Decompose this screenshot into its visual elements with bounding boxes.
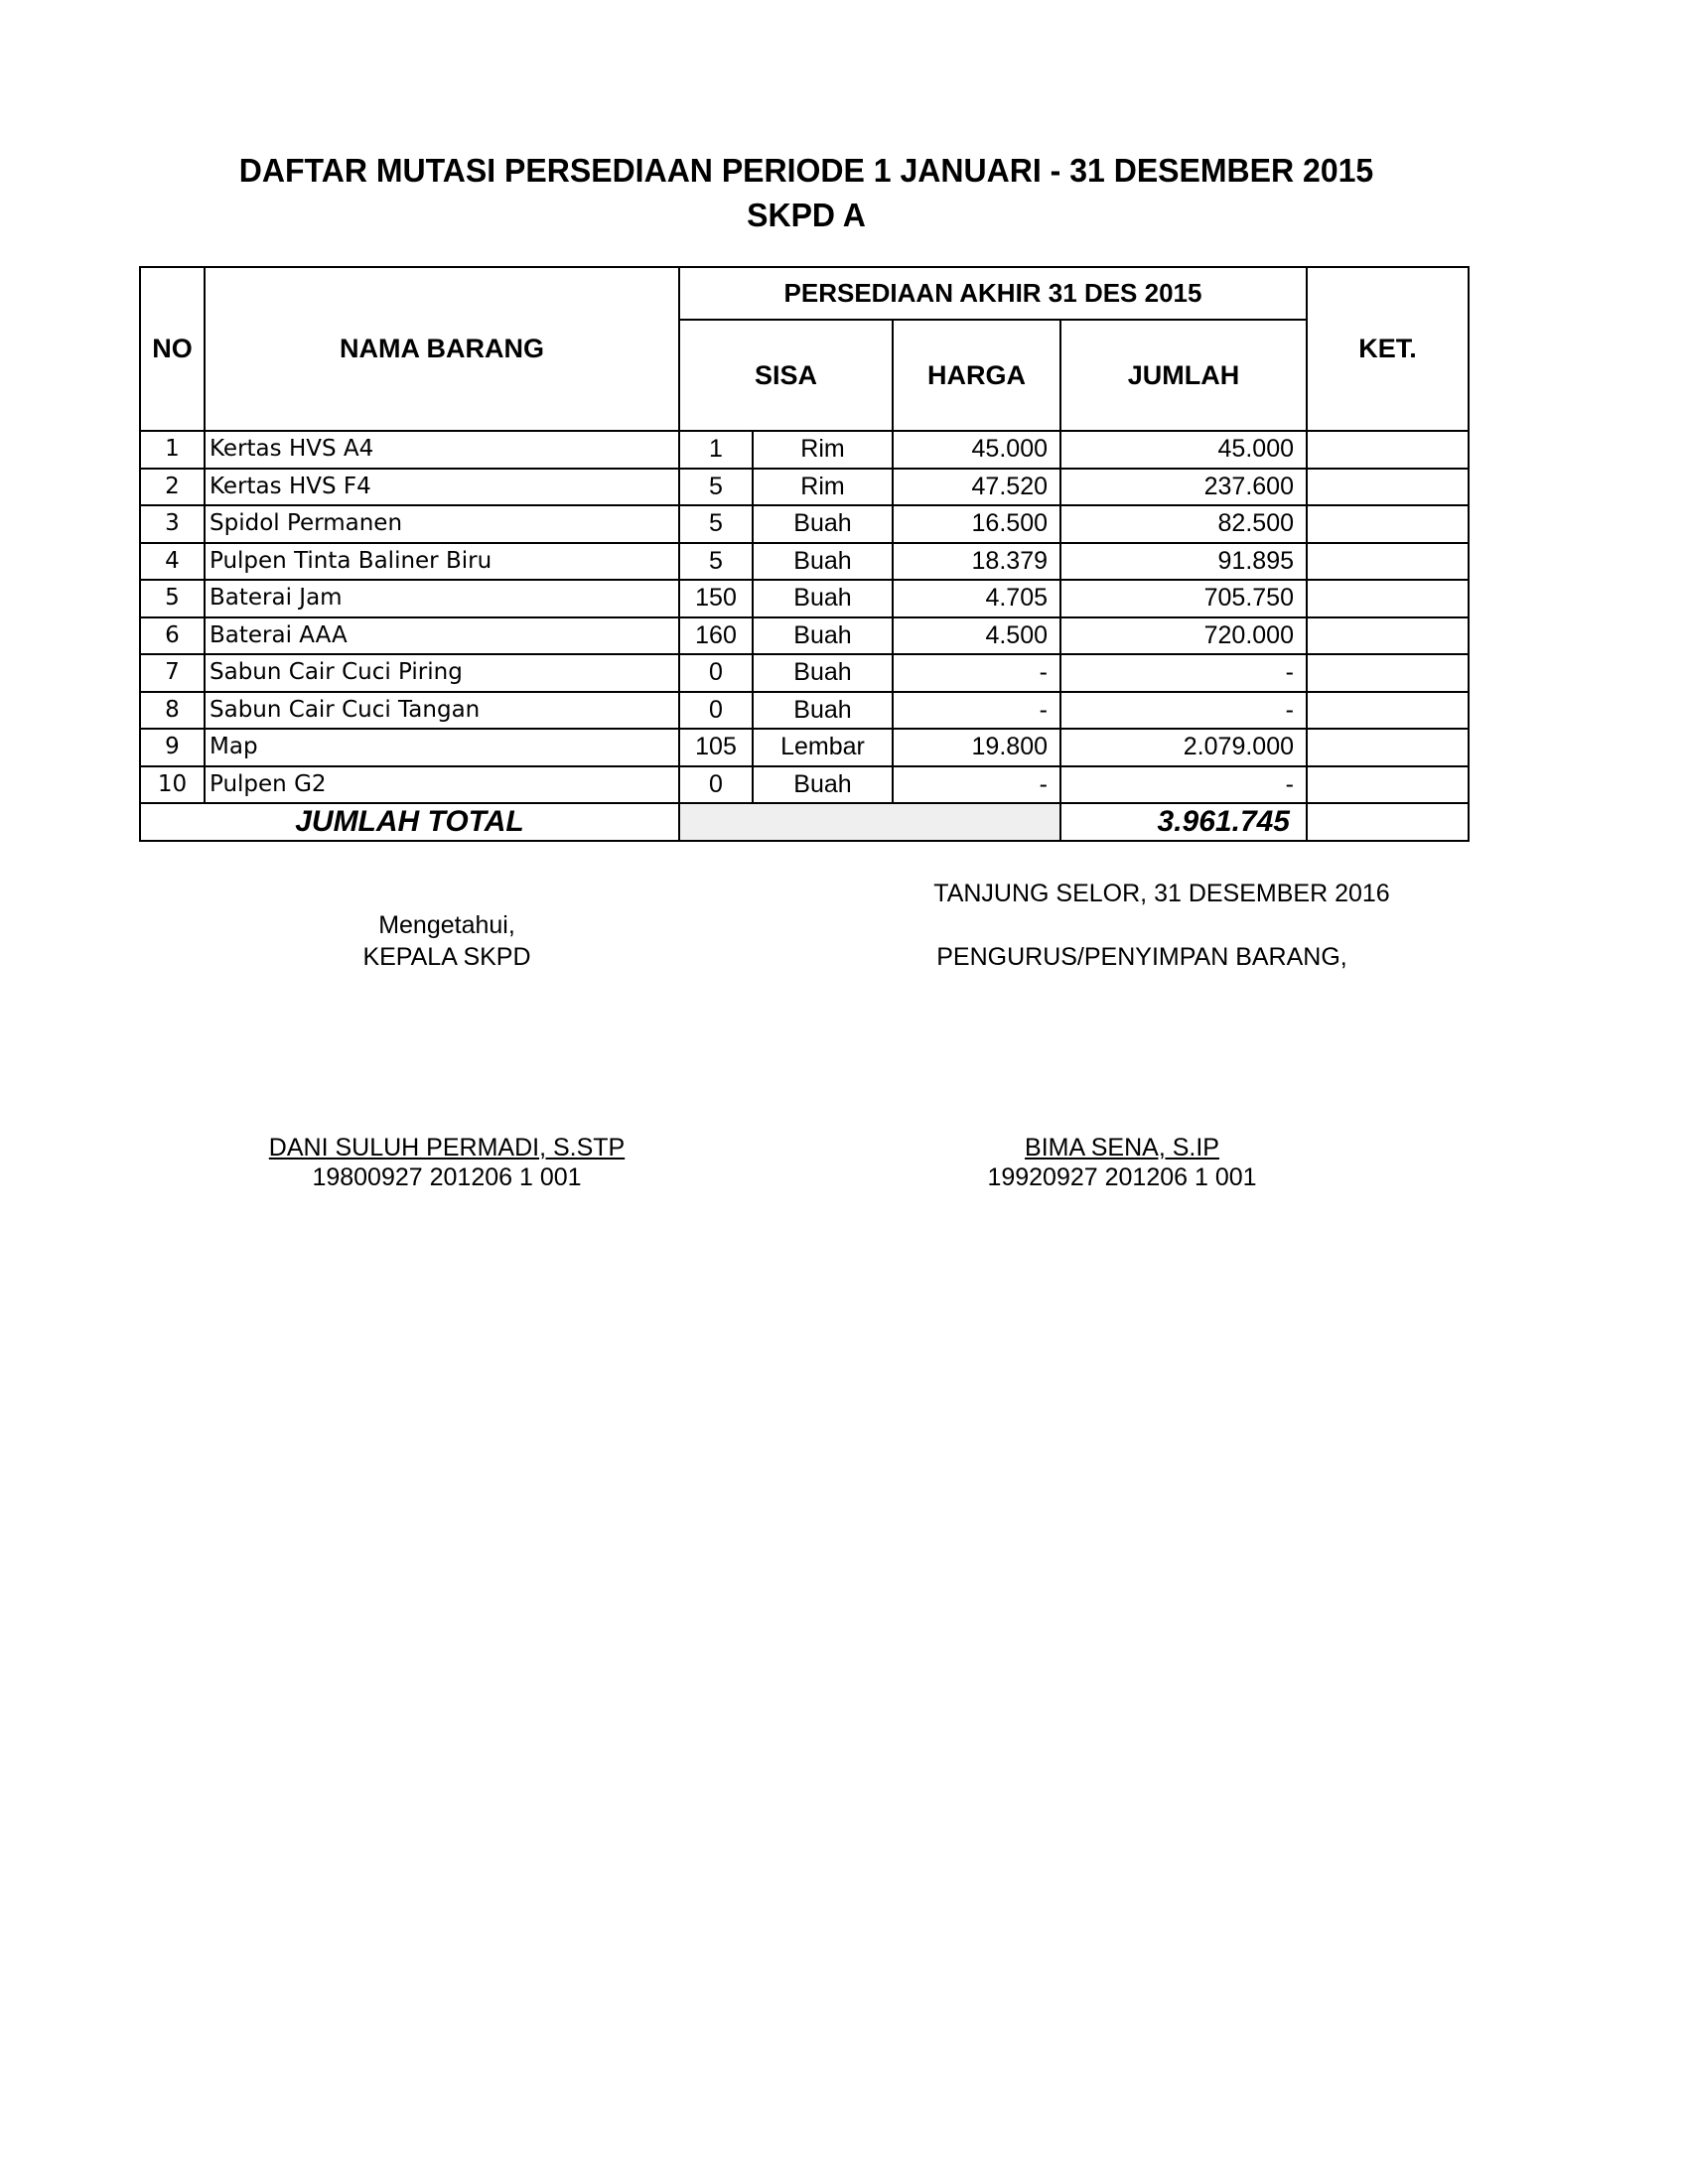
row-ket [1307,543,1469,581]
row-jumlah: 705.750 [1060,580,1307,617]
header-ket: KET. [1307,267,1469,431]
right-signatory-name: BIMA SENA, S.IP [1025,1134,1219,1161]
row-qty: 5 [679,543,753,581]
header-persediaan-akhir: PERSEDIAAN AKHIR 31 DES 2015 [679,267,1307,320]
row-ket [1307,729,1469,766]
row-harga: 18.379 [893,543,1060,581]
header-jumlah: JUMLAH [1060,320,1307,431]
row-qty: 5 [679,505,753,543]
row-harga: - [893,654,1060,692]
row-jumlah: 45.000 [1060,431,1307,469]
left-signature-line1: Mengetahui, [378,911,515,939]
row-item-name: Spidol Permanen [205,505,679,543]
row-jumlah: 82.500 [1060,505,1307,543]
table-row [140,654,1469,692]
row-harga: 19.800 [893,729,1060,766]
total-ket-cell [1307,803,1469,841]
table-row [140,617,1469,655]
row-ket [1307,766,1469,804]
row-item-name: Sabun Cair Cuci Tangan [205,692,679,730]
row-no: 1 [140,431,205,469]
table-row [140,469,1469,506]
document-title: DAFTAR MUTASI PERSEDIAAN PERIODE 1 JANUARI - 31 DESEMBER 2015 [238,152,1374,189]
row-jumlah: 91.895 [1060,543,1307,581]
table-row [140,766,1469,804]
document-subtitle: SKPD A [747,197,866,233]
row-qty: 0 [679,692,753,730]
row-no: 7 [140,654,205,692]
row-harga: - [893,692,1060,730]
row-unit: Rim [753,431,893,469]
row-harga: 16.500 [893,505,1060,543]
table-row [140,543,1469,581]
row-qty: 105 [679,729,753,766]
row-jumlah: 2.079.000 [1060,729,1307,766]
row-qty: 150 [679,580,753,617]
row-no: 9 [140,729,205,766]
total-value: 3.961.745 [1060,803,1307,841]
row-no: 5 [140,580,205,617]
row-qty: 0 [679,766,753,804]
row-no: 8 [140,692,205,730]
row-qty: 0 [679,654,753,692]
row-ket [1307,580,1469,617]
row-unit: Buah [753,580,893,617]
header-nama-barang: NAMA BARANG [205,267,679,431]
row-ket [1307,431,1469,469]
total-empty-cell [679,803,1060,841]
row-harga: 4.500 [893,617,1060,655]
row-harga: 47.520 [893,469,1060,506]
row-ket [1307,617,1469,655]
row-item-name: Sabun Cair Cuci Piring [205,654,679,692]
table-row [140,729,1469,766]
row-item-name: Map [205,729,679,766]
row-qty: 1 [679,431,753,469]
row-no: 6 [140,617,205,655]
table-row [140,580,1469,617]
row-item-name: Pulpen Tinta Baliner Biru [205,543,679,581]
table-body [140,431,1469,803]
row-unit: Lembar [753,729,893,766]
header-harga: HARGA [893,320,1060,431]
row-jumlah: - [1060,692,1307,730]
right-signature-role: PENGURUS/PENYIMPAN BARANG, [936,943,1347,971]
row-unit: Buah [753,766,893,804]
left-signature-role: KEPALA SKPD [362,943,531,971]
row-no: 2 [140,469,205,506]
row-ket [1307,469,1469,506]
row-unit: Buah [753,654,893,692]
row-qty: 5 [679,469,753,506]
row-unit: Rim [753,469,893,506]
left-signatory-nip: 19800927 201206 1 001 [312,1163,582,1191]
table-row [140,692,1469,730]
total-label: JUMLAH TOTAL [140,803,679,841]
table-row [140,431,1469,469]
row-item-name: Kertas HVS A4 [205,431,679,469]
row-unit: Buah [753,692,893,730]
left-signatory-name: DANI SULUH PERMADI, S.STP [268,1134,626,1161]
row-qty: 160 [679,617,753,655]
row-item-name: Baterai AAA [205,617,679,655]
row-ket [1307,692,1469,730]
row-ket [1307,505,1469,543]
row-ket [1307,654,1469,692]
row-jumlah: 720.000 [1060,617,1307,655]
row-item-name: Pulpen G2 [205,766,679,804]
row-jumlah: - [1060,654,1307,692]
row-harga: 4.705 [893,580,1060,617]
row-no: 4 [140,543,205,581]
row-unit: Buah [753,617,893,655]
row-unit: Buah [753,543,893,581]
header-sisa: SISA [679,320,893,431]
right-signatory-nip: 19920927 201206 1 001 [987,1163,1257,1191]
row-harga: - [893,766,1060,804]
place-date: TANJUNG SELOR, 31 DESEMBER 2016 [933,880,1390,907]
row-no: 10 [140,766,205,804]
row-jumlah: 237.600 [1060,469,1307,506]
row-no: 3 [140,505,205,543]
row-item-name: Kertas HVS F4 [205,469,679,506]
row-jumlah: - [1060,766,1307,804]
row-item-name: Baterai Jam [205,580,679,617]
header-no: NO [140,267,205,431]
row-harga: 45.000 [893,431,1060,469]
table-row [140,505,1469,543]
row-unit: Buah [753,505,893,543]
inventory-table [139,266,1470,842]
